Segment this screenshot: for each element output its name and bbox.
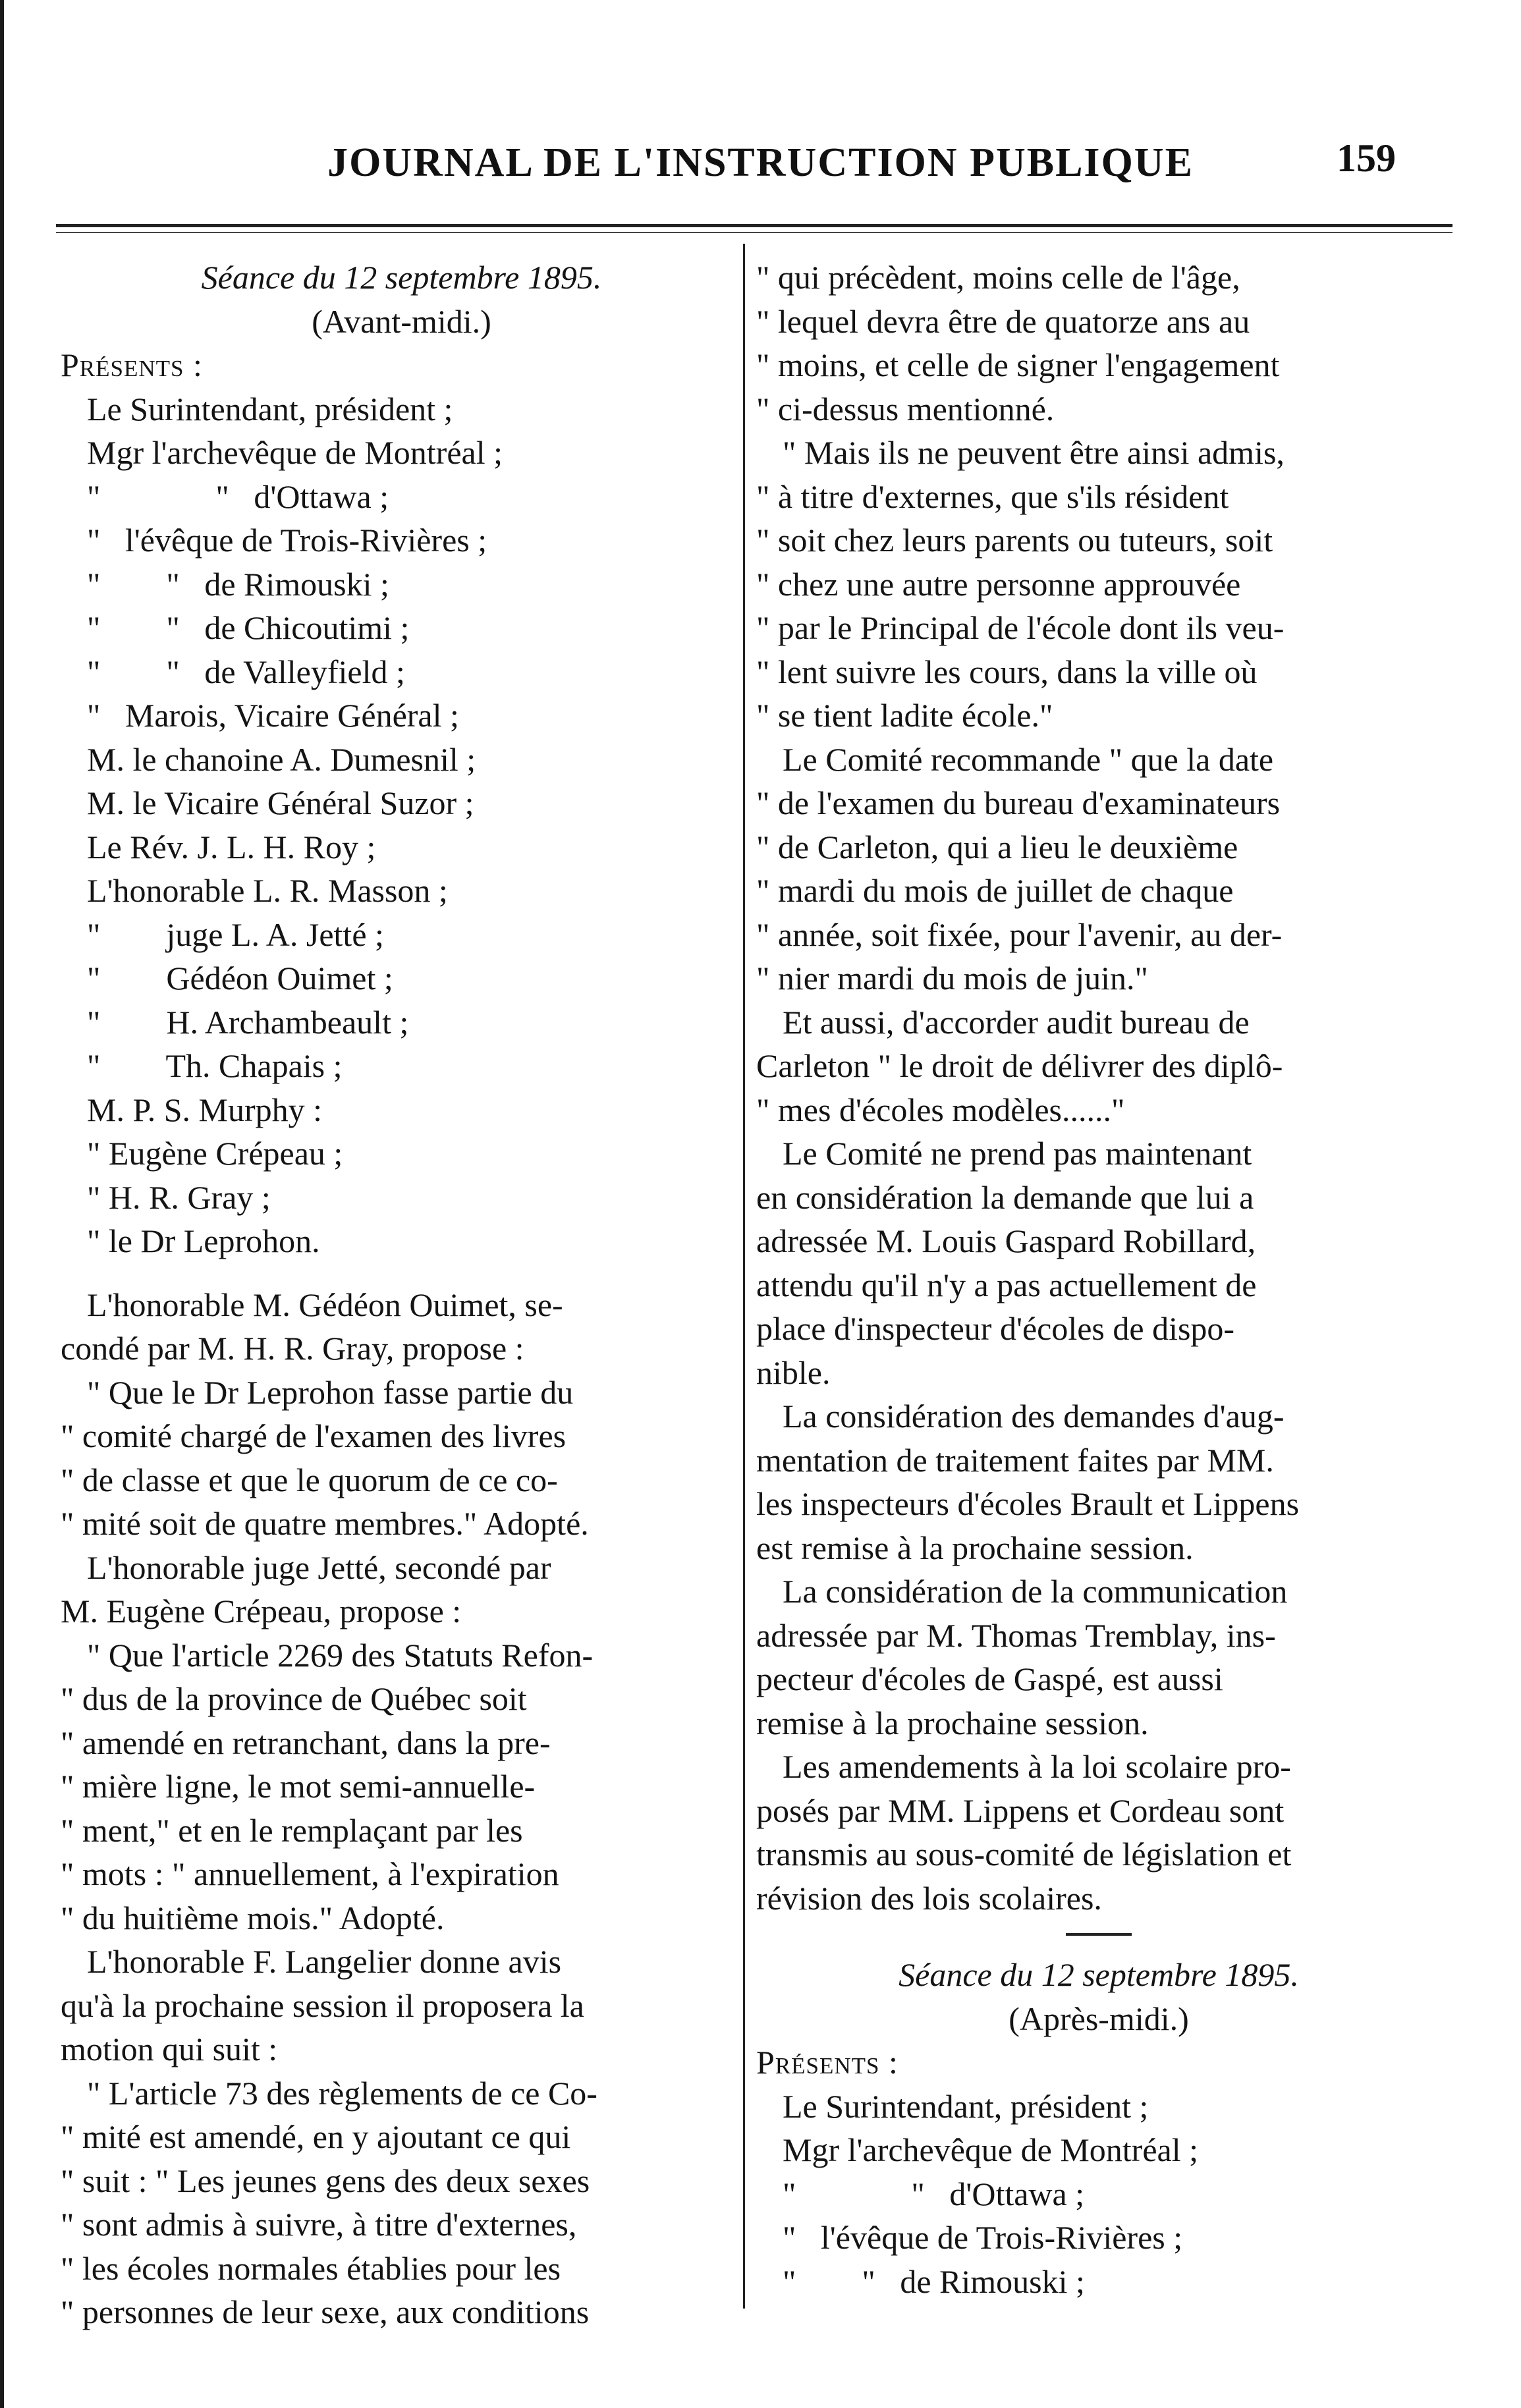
paragraph [61,1633,742,1940]
text-line: " du huitième mois." Adopté. [61,1899,445,1936]
attendee-line: " H. Archambeault ; [87,1003,409,1041]
text-line: " mardi du mois de juillet de chaque [756,872,1234,909]
attendee-line: Mgr l'archevêque de Montréal ; [783,2131,1198,2168]
header-rule-thick [56,224,1452,227]
text-line: " nier mardi du mois de juin." [756,960,1148,997]
text-line: " L'article 73 des règlements de ce Co- [87,2074,597,2112]
paragraph [61,1940,742,2071]
text-line: pecteur d'écoles de Gaspé, est aussi [756,1660,1223,1697]
text-line: " de classe et que le quorum de ce co- [61,1461,558,1498]
text-line: motion qui suit : [61,2031,278,2067]
seance-heading: Séance du 12 septembre 1895. [201,259,602,296]
attendee-line: " " de Chicoutimi ; [87,609,410,646]
attendee-line: " l'évêque de Trois-Rivières ; [87,522,487,559]
text-line: " sont admis à suivre, à titre d'externes, [61,2206,577,2243]
text-line: Les amendements à la loi scolaire pro- [783,1748,1291,1785]
attendee-line: " l'évêque de Trois-Rivières ; [783,2219,1183,2256]
text-line: Et aussi, d'accorder audit bureau de [783,1003,1250,1041]
seance-heading-2: Séance du 12 septembre 1895. [899,1956,1299,1993]
attendee-line: M. le chanoine A. Dumesnil ; [87,740,476,778]
text-line: " dus de la province de Québec soit [61,1680,527,1717]
text-line: " à titre d'externes, que s'ils résident [756,478,1229,515]
paragraph [61,1371,742,1546]
text-line: La considération de la communication [783,1573,1288,1610]
text-line: remise à la prochaine session. [756,1704,1149,1741]
attendee-line: " " d'Ottawa ; [783,2175,1085,2212]
text-line: nible. [756,1354,831,1391]
text-line: " lequel devra être de quatorze ans au [756,302,1250,340]
left-column [61,256,742,2334]
text-line: " mière ligne, le mot semi-annuelle- [61,1768,536,1805]
attendee-line: L'honorable L. R. Masson ; [87,872,448,909]
text-line: " Mais ils ne peuvent être ainsi admis, [783,434,1285,471]
session-time: (Avant-midi.) [312,302,491,340]
text-line: " ci-dessus mentionné. [756,390,1055,427]
text-line: Le Comité ne prend pas maintenant [783,1135,1252,1172]
text-line: révision des lois scolaires. [756,1879,1102,1917]
attendee-line: M. le Vicaire Général Suzor ; [87,784,474,821]
paragraph [756,738,1441,1000]
text-line: L'honorable M. Gédéon Ouimet, se- [87,1286,563,1323]
text-line: " amendé en retranchant, dans la pre- [61,1724,551,1761]
presents-label: Présents : [61,346,203,383]
text-line: " mes d'écoles modèles......" [756,1091,1125,1128]
attendee-list [61,387,742,1263]
text-line: adressée par M. Thomas Tremblay, ins- [756,1616,1276,1654]
text-line: " de Carleton, qui a lieu le deuxième [756,828,1238,865]
attendee-line: " Eugène Crépeau ; [87,1135,343,1172]
text-line: " suit : " Les jeunes gens des deux sexes [61,2162,590,2199]
section-separator [1066,1933,1132,1936]
text-line: condé par M. H. R. Gray, propose : [61,1330,524,1367]
text-line: qu'à la prochaine session il proposera la [61,1986,584,2024]
text-line: " se tient ladite école." [756,697,1053,734]
paragraph [756,1570,1441,1745]
attendee-line: " " de Valleyfield ; [87,653,405,690]
text-line: " soit chez leurs parents ou tuteurs, soit [756,522,1273,559]
text-line: en considération la demande que lui a [756,1178,1254,1216]
text-line: L'honorable juge Jetté, secondé par [87,1548,551,1586]
text-line: est remise à la prochaine session. [756,1529,1194,1566]
attendee-line: " le Dr Leprohon. [87,1222,320,1259]
column-divider [743,244,745,2309]
paragraph [756,1394,1441,1570]
text-line: La considération des demandes d'aug- [783,1398,1285,1435]
text-line: " Que le Dr Leprohon fasse partie du [87,1373,574,1411]
text-line: " qui précèdent, moins celle de l'âge, [756,259,1240,296]
right-column [756,256,1441,2303]
attendee-list-2 [756,2085,1441,2304]
text-line: " Que l'article 2269 des Statuts Refon- [87,1636,594,1674]
page-number: 159 [1337,136,1396,180]
text-line: M. Eugène Crépeau, propose : [61,1593,462,1629]
text-line: " mité est amendé, en y ajoutant ce qui [61,2118,571,2155]
text-line: Carleton " le droit de délivrer des diplô- [756,1047,1283,1084]
paragraph [756,1745,1441,1920]
session-time-2: (Après-midi.) [1009,2000,1189,2037]
text-line: " par le Principal de l'école dont ils veu- [756,609,1285,646]
attendee-line: Le Surintendant, président ; [783,2087,1149,2125]
text-line: " mots : " annuellement, à l'expiration [61,1855,559,1892]
attendee-line: Mgr l'archevêque de Montréal ; [87,434,503,471]
text-line: adressée M. Louis Gaspard Robillard, [756,1222,1256,1259]
attendee-line: " Marois, Vicaire Général ; [87,697,459,734]
paragraph [61,2071,742,2334]
paragraph [756,1132,1441,1394]
paragraph [61,1546,742,1633]
text-line: " mité soit de quatre membres." Adopté. [61,1505,589,1542]
text-line: les inspecteurs d'écoles Brault et Lippens [756,1485,1300,1522]
text-line: L'honorable F. Langelier donne avis [87,1943,562,1980]
attendee-line: " " de Rimouski ; [783,2262,1085,2300]
text-line: " moins, et celle de signer l'engagement [756,346,1280,383]
page-edge-shadow [0,0,4,2408]
journal-title: JOURNAL DE L'INSTRUCTION PUBLIQUE [327,140,1194,185]
attendee-line: " Th. Chapais ; [87,1047,343,1084]
presents-label-2: Présents : [756,2044,899,2081]
attendee-line: " Gédéon Ouimet ; [87,960,393,997]
text-line: " lent suivre les cours, dans la ville où [756,653,1258,690]
attendee-line: " juge L. A. Jetté ; [87,916,384,953]
text-line: " comité chargé de l'examen des livres [61,1417,567,1454]
text-line: " personnes de leur sexe, aux conditions [61,2293,590,2330]
text-line: mentation de traitement faites par MM. [756,1441,1274,1479]
text-line: " les écoles normales établies pour les [61,2249,561,2287]
text-line: " chez une autre personne approuvée [756,565,1241,603]
attendee-line: " " de Rimouski ; [87,565,389,603]
header-rule-thin [56,232,1452,233]
text-line: " année, soit fixée, pour l'avenir, au der- [756,916,1283,953]
paragraph [756,256,1441,431]
text-line: " de l'examen du bureau d'examinateurs [756,784,1281,821]
text-line: " ment," et en le remplaçant par les [61,1811,523,1849]
attendee-line: " " d'Ottawa ; [87,478,389,515]
text-line: attendu qu'il n'y a pas actuellement de [756,1266,1257,1303]
text-line: place d'inspecteur d'écoles de dispo- [756,1310,1235,1347]
text-line: posés par MM. Lippens et Cordeau sont [756,1792,1285,1829]
attendee-line: Le Rév. J. L. H. Roy ; [87,828,376,865]
paragraph [756,431,1441,738]
text-line: Le Comité recommande " que la date [783,740,1274,778]
attendee-line: " H. R. Gray ; [87,1178,271,1216]
paragraph [756,1000,1441,1132]
text-line: transmis au sous-comité de législation et [756,1836,1292,1873]
attendee-line: Le Surintendant, président ; [87,390,453,427]
paragraph [61,1283,742,1371]
attendee-line: M. P. S. Murphy : [87,1091,323,1128]
